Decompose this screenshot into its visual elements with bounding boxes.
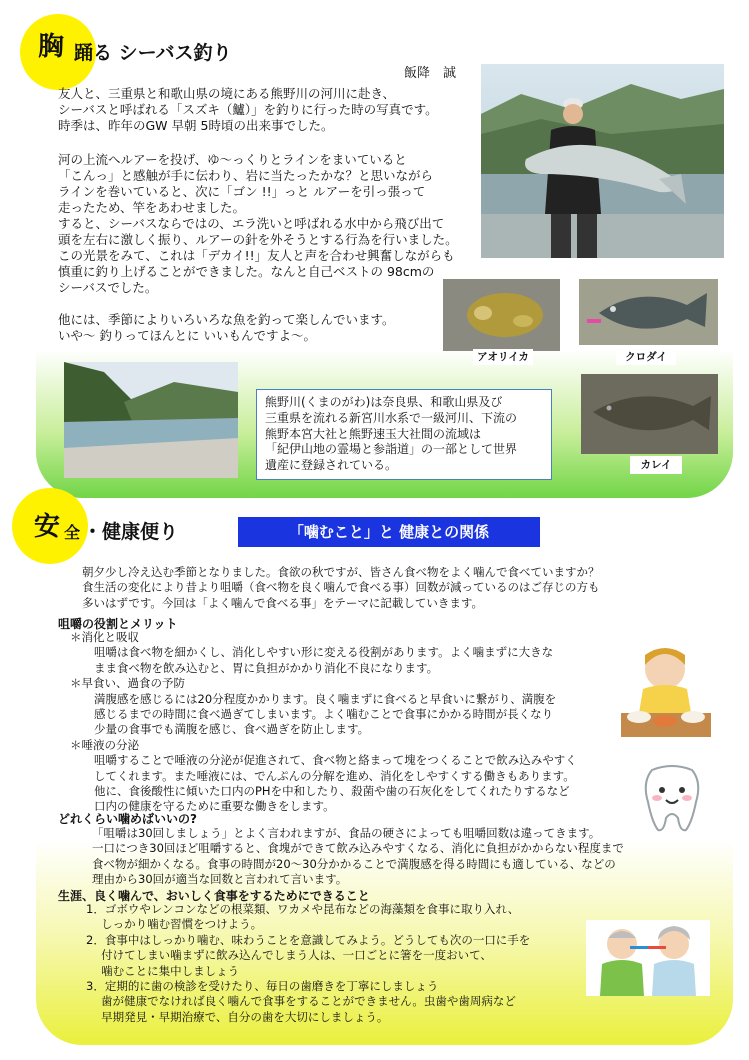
text-line: 歯が健康でなければ良く噛んで食事をすることができません。虫歯や歯周病など [86,994,516,1009]
author-name: 飯降 誠 [404,66,457,81]
text-line: 「こんっ」と感触が手に伝わり、岩に当たったかな？と思いながら [58,168,434,183]
text-line: 三重県を流れる新宮川水系で一級河川、下流の [265,410,518,425]
item-title: ＊早食い、過食の予防 [70,676,185,691]
text-line: ラインを巻いていると、次に「ゴン !!」っと ルアーを引っ張って [58,184,426,199]
text-line: 時季は、昨年のGW 早朝 5時頃の出来事でした。 [58,118,334,133]
text-line: 友人と、三重県と和歌山県の境にある熊野川の河川に赴き、 [58,86,396,101]
tips-heading: 生涯、良く噛んで、おいしく食事をするためにできること [58,889,370,903]
kurodai-photo [579,279,718,345]
section-badge-char: 安 [34,512,61,542]
text-line: 他に、食後酸性に傾いた口内のPHを中和したり、殺菌や歯の石灰化をしてくれたりするなど [94,784,570,799]
text-line: 噛むことに集中しましょう [86,963,240,978]
kumano-river-info-box [256,389,552,480]
text-line: 「紀伊山地の霊場と参詣道」の一部として世界 [265,442,518,457]
text-line: 咀嚼することで唾液の分泌が促進されて、食べ物と絡まって塊をつくることで飲み込みやすく [94,753,577,768]
angler-with-seabass-photo [481,64,724,258]
role-list [70,630,577,815]
text-line: 感じるまでの時間に食べ過ぎてしまいます。よく噛むことで食事にかかる時間が長くなり [94,707,554,722]
text-line: 2．食事中はしっかり噛む、味わうことを意識してみよう。どうしても次の一口に手を [86,932,531,947]
text-line: 多いはずです。今回は「よく噛んで食べる事」をテーマに記載していきます。 [82,595,484,610]
text-line: 理由から30回が適当な回数と言われて言います。 [92,872,348,887]
kurodai-caption: クロダイ [616,349,676,365]
text-line: 早期発見・早期治療で、自分の歯を大切にしましょう。 [86,1009,389,1024]
role-heading: 咀嚼の役割とメリット [58,617,178,631]
health-title: ・健康便り [83,521,179,543]
text-line: 河の上流へルアーを投げ、ゆ～っくりとラインをまいていると [58,152,407,167]
section-badge-char: 胸 [38,32,65,62]
text-line: 遺産に登録されている。 [265,458,398,473]
text-line: 「咀嚼は30回しましょう」とよく言われますが、食品の硬さによっても咀嚼回数は違ってきます。 [92,826,601,840]
title-small-char: 全 [64,523,81,542]
item-title: ＊唾液の分泌 [70,737,139,752]
text-line: 走ったため、竿をあわせました。 [58,200,246,215]
article-paragraph-3 [58,312,395,344]
text-line: すると、シーバスならではの、エラ洗いと呼ばれる水中から飛び出て [58,216,445,231]
health-intro [82,565,600,611]
text-line: してくれます。また唾液には、でんぷんの分解を進め、消化をしやすくする働きもあります。 [94,768,575,783]
text-line: 咀嚼は食べ物を細かくし、消化しやすい形に変える役割があります。よく噛まずに大きな [94,645,554,660]
text-line: 朝夕少し冷え込む季節となりました。食欲の秋ですが、皆さん食べ物をよく噛んで食べていますか？ [82,565,600,579]
article-title: 踊る シーバス釣り [74,42,232,64]
aoriika-photo [443,279,560,351]
text-line: 少量の食事でも満腹を感じ、食べ過ぎを防止します。 [94,722,370,737]
woman-eating-illustration [613,643,719,739]
text-line: 頭を左右に激しく振り、ルアーの針を外そうとする行為を行いました。 [58,232,458,247]
text-line: 口内の健康を守るために重要な働きをします。 [94,799,335,814]
howmany-text [92,826,624,888]
topic-banner: 「噛むこと」と 健康との関係 [238,517,540,547]
text-line: 1．ゴボウやレンコンなどの根菜類、ワカメや昆布などの海藻類を食事に取り入れ、 [86,902,520,916]
karei-photo [581,374,718,454]
text-line: 慎重に釣り上げることができました。なんと自己ベストの 98cmの [58,264,435,279]
text-line: 他には、季節によりいろいろな魚を釣って楽しんでいます。 [58,312,395,327]
text-line: シーバスと呼ばれる「スズキ（鱸）」を釣りに行った時の写真です。 [58,102,438,117]
aoriika-caption: アオリイカ [473,349,533,365]
article-paragraph-2 [58,152,458,296]
text-line: 3．定期的に歯の検診を受けたり、毎日の歯磨きを丁寧にしましょう [86,979,439,994]
text-line: しっかり噛む習慣をつけよう。 [86,917,263,932]
tips-list [86,902,530,1025]
text-line: 熊野本宮大社と熊野速玉大社間の流域は [265,426,482,441]
article-paragraph-1 [58,86,438,134]
text-line: まま食べ物を飲み込むと、胃に負担がかかり消化不良になります。 [94,660,439,675]
text-line: 食生活の変化により昔より咀嚼（食べ物を良く噛んで食べる事）回数が減っているのはご存じの方も [82,580,600,595]
text-line: 食べ物が細かくなる。食事の時間が20～30分かかることで満腹感を得る時間にも適している、などの [92,856,616,871]
item-title: ＊消化と吸収 [70,630,139,644]
text-line: 付けてしまい噛まずに飲み込んでしまう人は、一口ごとに箸を一度おいて、 [86,948,492,963]
kumano-river-photo [64,362,238,478]
howmany-heading: どれくらい噛めばいいの? [58,812,197,826]
text-line: 熊野川(くまのがわ)は奈良県、和歌山県及び [265,395,503,409]
karei-caption: カレイ [630,456,682,474]
text-line: この光景をみて、これは「デカイ!!」友人と声を合わせ興奮しながらも [58,248,455,263]
text-line: 満腹感を感じるには20分程度かかります。良く噛まずに食べると早食いに繋がり、満腹を [94,691,557,706]
elderly-couple-brushing-illustration [586,920,710,996]
text-line: いや～ 釣りってほんとに いいもんですよ～。 [58,328,316,343]
text-line: シーバスでした。 [58,280,158,295]
text-line: 一口につき30回ほど咀嚼すると、食塊ができて飲み込みやすくなる、消化に負担がかからない程度まで [92,841,624,856]
tooth-character-illustration [638,762,706,834]
